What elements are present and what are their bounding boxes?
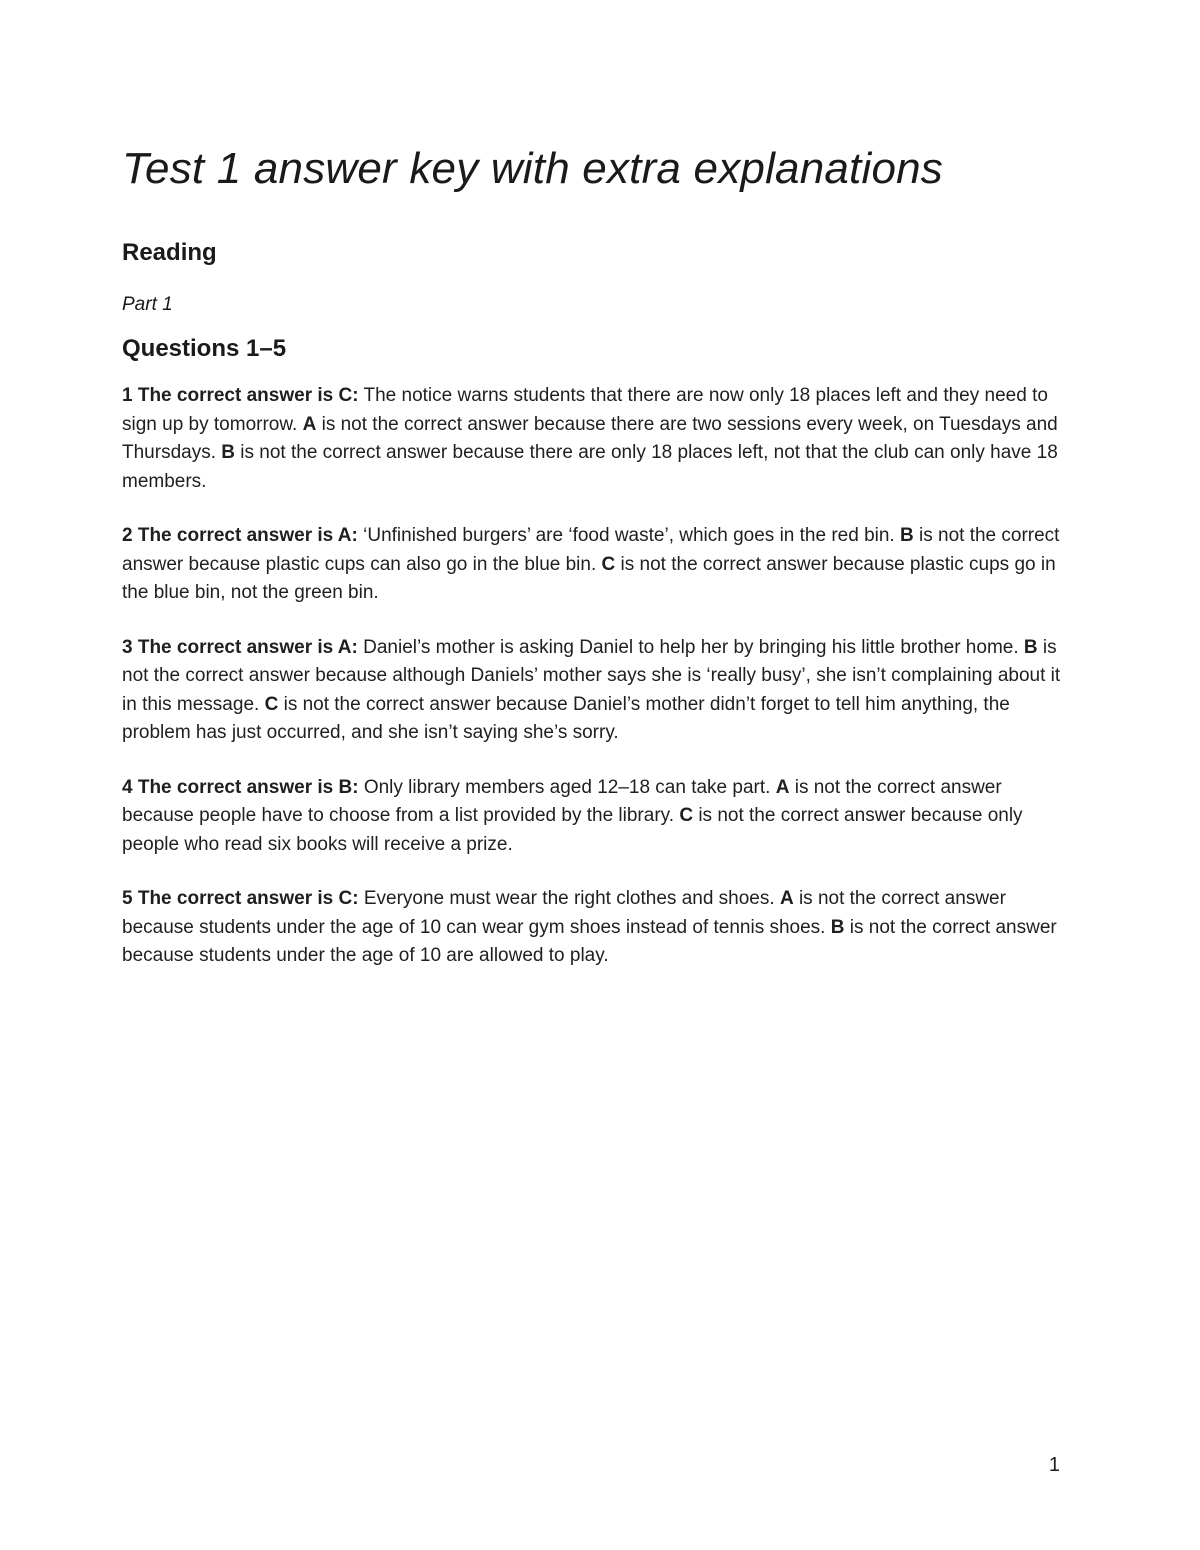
answer-text: Everyone must wear the right clothes and shoes. xyxy=(358,888,780,909)
part-label: Part 1 xyxy=(122,294,173,315)
option-letter: A xyxy=(775,776,790,798)
option-letter: B xyxy=(830,916,845,938)
page-content xyxy=(122,142,1072,997)
answer-text: Only library members aged 12–18 can take part. xyxy=(358,776,776,798)
answer-text: is not the correct answer because plastic cups go in the blue bin, not the green bin. xyxy=(122,553,1056,603)
answer-list xyxy=(122,382,1072,971)
answer-text: is not the correct answer because students under the age of 10 can wear gym shoes instead of tennis shoes. xyxy=(122,888,1006,938)
answer-text: is not the correct answer because only people who read six books will receive a prize. xyxy=(122,805,1023,855)
answer-text: Daniel’s mother is asking Daniel to help her by bringing his little brother home. xyxy=(357,636,1024,658)
answer-lead: 5 The correct answer is C: xyxy=(122,888,359,909)
answer-text: The notice warns students that there are now only 18 places left and they need to sign up by tomorrow. xyxy=(122,385,1048,435)
answer-item xyxy=(122,522,1072,608)
answer-text: is not the correct answer because plastic cups can also go in the blue bin. xyxy=(122,525,1060,575)
option-letter: A xyxy=(779,888,794,909)
answer-lead: 4 The correct answer is B: xyxy=(122,776,359,798)
page-number: 1 xyxy=(1048,1454,1060,1476)
option-letter: A xyxy=(302,413,317,435)
answer-text: is not the correct answer because there are only 18 places left, not that the club can only have 18 members. xyxy=(122,442,1058,492)
answer-text: is not the correct answer because people have to choose from a list provided by the library. xyxy=(122,776,1002,826)
answer-text: is not the correct answer because there are two sessions every week, on Tuesdays and Thursdays. xyxy=(122,413,1058,463)
option-letter: B xyxy=(221,442,235,463)
answer-item xyxy=(122,774,1072,860)
answer-text: is not the correct answer because students under the age of 10 are allowed to play. xyxy=(122,916,1057,966)
section-heading: Reading xyxy=(122,239,217,266)
option-letter: C xyxy=(264,693,279,715)
option-letter: C xyxy=(679,805,694,826)
answer-lead: 2 The correct answer is A: xyxy=(122,525,358,546)
answer-item xyxy=(122,382,1072,496)
option-letter: C xyxy=(601,553,616,575)
answer-text: ‘Unfinished burgers’ are ‘food waste’, which goes in the red bin. xyxy=(357,525,900,546)
document-title: Test 1 answer key with extra explanations xyxy=(122,144,943,193)
answer-item xyxy=(122,885,1072,971)
answer-text: is not the correct answer because Daniel’s mother didn’t forget to tell him anything, the problem has just occurred, and she isn’t saying she’s sorry. xyxy=(122,693,1010,743)
option-letter: B xyxy=(1023,636,1038,658)
answer-lead: 3 The correct answer is A: xyxy=(122,636,358,658)
answer-lead: 1 The correct answer is C: xyxy=(122,385,359,406)
option-letter: B xyxy=(900,525,914,546)
questions-heading: Questions 1–5 xyxy=(122,335,287,362)
answer-text: is not the correct answer because although Daniels’ mother says she is ‘really busy’, she isn’t complaining about it in this message. xyxy=(122,636,1061,715)
answer-item xyxy=(122,634,1072,748)
